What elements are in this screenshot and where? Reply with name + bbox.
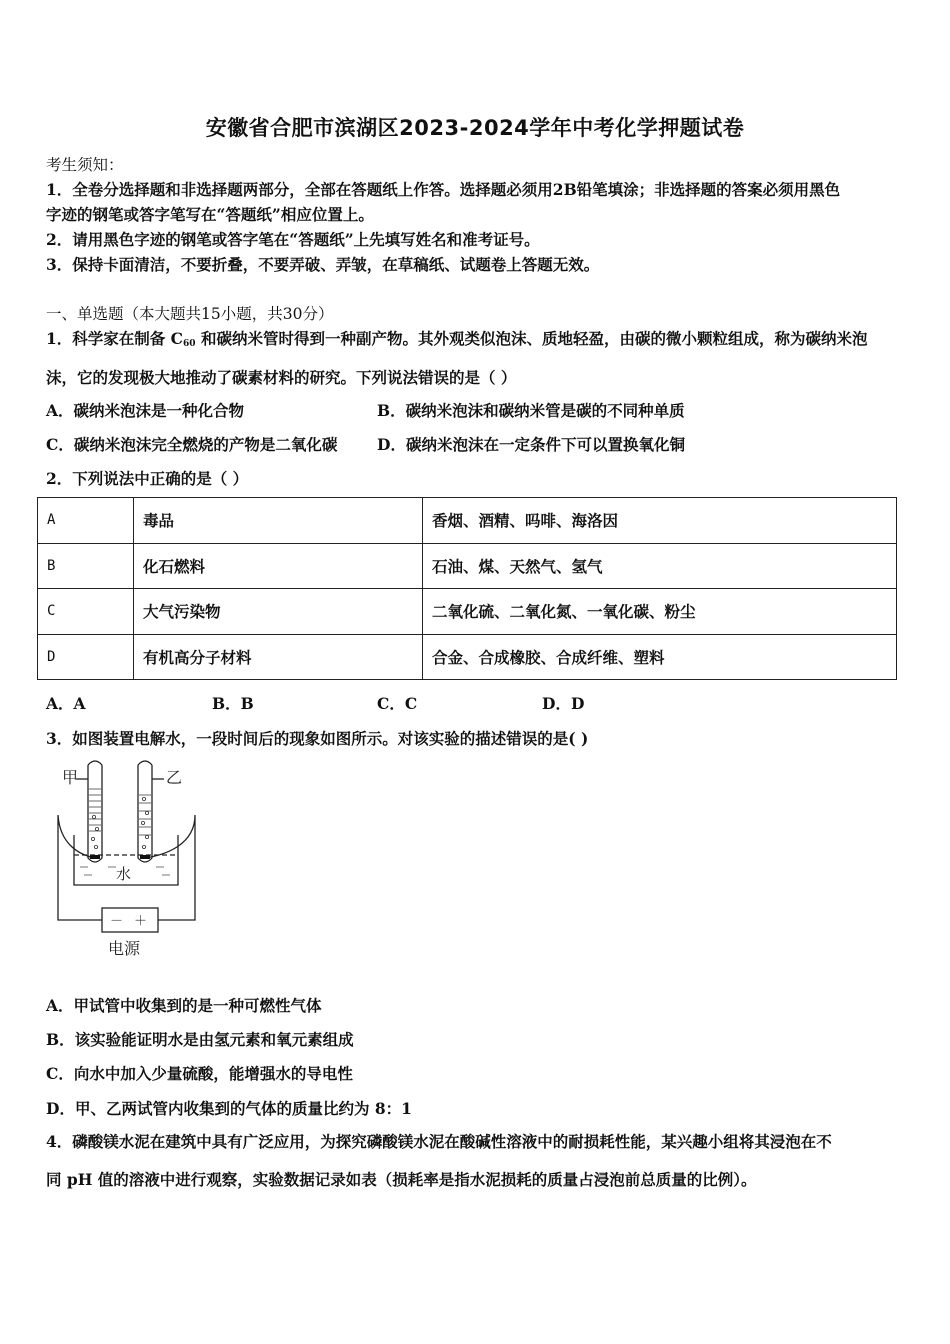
notice-heading: 考生须知： <box>46 156 124 174</box>
q2-table <box>37 497 897 680</box>
notice-item-2: 2．请用黑色字迹的钢笔或答字笔在“答题纸”上先填写姓名和准考证号。 <box>46 230 540 249</box>
electrolysis-apparatus-figure <box>50 755 210 965</box>
q4-stem-line-2: 同 pH 值的溶液中进行观察，实验数据记录如表（损耗率是指水泥损耗的质量占浸泡前总质量的比例）。 <box>46 1170 757 1189</box>
table-cell-category: 大气污染物 <box>134 589 423 635</box>
label-yi: 乙 <box>166 768 183 787</box>
notice-item-3: 3．保持卡面清洁，不要折叠，不要弄破、弄皱，在草稿纸、试题卷上答题无效。 <box>46 255 600 274</box>
table-cell-items: 石油、煤、天然气、氢气 <box>423 543 897 589</box>
label-water: 水 <box>116 865 132 883</box>
label-jia: 甲 <box>62 768 79 787</box>
table-cell-items: 合金、合成橡胶、合成纤维、塑料 <box>423 634 897 680</box>
table-cell-category: 有机高分子材料 <box>134 634 423 680</box>
q1-stem-pre: 1．科学家在制备 C <box>46 329 184 348</box>
table-row <box>38 589 897 635</box>
q1-stem-post: 和碳纳米管时得到一种副产物。其外观类似泡沫、质地轻盈，由碳的微小颗粒组成，称为碳纳米泡 <box>195 329 868 348</box>
table-cell-key: B <box>38 543 134 589</box>
notice-item-1-line-1: 1．全卷分选择题和非选择题两部分，全部在答题纸上作答。选择题必须用2B铅笔填涂；非选择题的答案必须用黑色 <box>46 180 841 199</box>
page-title: 安徽省合肥市滨湖区2023-2024学年中考化学押题试卷 <box>205 116 745 140</box>
q3-stem: 3．如图装置电解水，一段时间后的现象如图所示。对该实验的描述错误的是( ) <box>46 729 589 748</box>
left-test-tube <box>88 765 102 862</box>
q2-option-a: A．A <box>46 694 86 713</box>
q2-option-b: B．B <box>212 694 254 713</box>
label-minus: － <box>110 914 124 929</box>
right-electrode <box>140 855 150 859</box>
label-plus: ＋ <box>134 914 148 929</box>
q1-option-d: D．碳纳米泡沫在一定条件下可以置换氧化铜 <box>377 435 685 454</box>
table-row <box>38 498 897 544</box>
q3-option-b: B．该实验能证明水是由氢元素和氧元素组成 <box>46 1030 354 1049</box>
q3-option-a: A．甲试管中收集到的是一种可燃性气体 <box>46 996 322 1015</box>
q1-option-a: A．碳纳米泡沫是一种化合物 <box>46 401 245 420</box>
table-cell-category: 化石燃料 <box>134 543 423 589</box>
table-cell-key: D <box>38 634 134 680</box>
q2-option-d: D．D <box>542 694 585 713</box>
q1-option-c: C．碳纳米泡沫完全燃烧的产物是二氧化碳 <box>46 435 338 454</box>
q4-stem-line-1: 4．磷酸镁水泥在建筑中具有广泛应用，为探究磷酸镁水泥在酸碱性溶液中的耐损耗性能，某兴趣小组将其浸泡在不 <box>46 1132 832 1151</box>
right-test-tube <box>138 765 152 862</box>
q2-stem: 2．下列说法中正确的是（ ） <box>46 469 249 488</box>
left-electrode <box>90 855 100 859</box>
q2-option-c: C．C <box>377 694 418 713</box>
q1-subscript: 60 <box>183 339 196 349</box>
q1-stem-line-1 <box>46 327 867 349</box>
section-heading: 一、单选题（本大题共15小题，共30分） <box>46 305 334 323</box>
q1-option-b: B．碳纳米泡沫和碳纳米管是碳的不同种单质 <box>377 401 685 420</box>
table-cell-items: 二氧化硫、二氧化氮、一氧化碳、粉尘 <box>423 589 897 635</box>
q1-stem-line-2: 沫，它的发现极大地推动了碳素材料的研究。下列说法错误的是（ ） <box>46 368 517 387</box>
table-row <box>38 634 897 680</box>
notice-item-1-line-2: 字迹的钢笔或答字笔写在“答题纸”相应位置上。 <box>46 205 374 224</box>
table-cell-key: A <box>38 498 134 544</box>
table-cell-category: 毒品 <box>134 498 423 544</box>
table-row <box>38 543 897 589</box>
table-cell-items: 香烟、酒精、吗啡、海洛因 <box>423 498 897 544</box>
q3-option-c: C．向水中加入少量硫酸，能增强水的导电性 <box>46 1064 353 1083</box>
q3-option-d: D．甲、乙两试管内收集到的气体的质量比约为 8：1 <box>46 1099 412 1118</box>
table-cell-key: C <box>38 589 134 635</box>
label-power-source: 电源 <box>108 939 141 958</box>
